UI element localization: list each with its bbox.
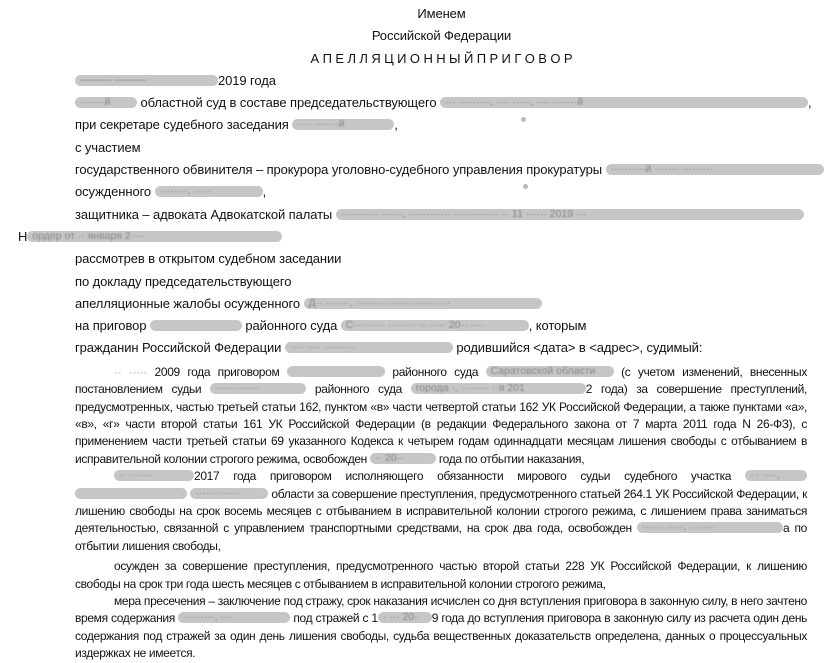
redaction-bar [606, 164, 824, 175]
redaction-faint-text: ··········й ······· ········· [610, 164, 714, 176]
redaction-bar [287, 366, 385, 377]
redaction-bar [75, 97, 137, 108]
redaction-bar [637, 522, 783, 533]
redaction-faint-text: ордер от ·· января 2···· [32, 230, 145, 242]
redaction-bar [370, 453, 436, 464]
redaction-bar [150, 320, 242, 331]
redaction-faint-text: ············· [195, 487, 241, 499]
redaction-faint-text: ·· ······· [119, 470, 154, 482]
redaction-bar [114, 470, 194, 481]
considered-line: рассмотрев в открытом судебном заседании [75, 251, 342, 267]
in-the-name-line: Именем [417, 6, 466, 21]
redaction-bar [411, 383, 586, 394]
redaction-bar [745, 470, 807, 481]
redaction-faint-text: ········, ····· [159, 186, 211, 198]
redaction-faint-text: ···· ···· ········· [289, 342, 356, 354]
redaction-faint-text: · ··· 20· [382, 612, 418, 624]
appellate-verdict-title: А П Е Л Л Я Ц И О Н Н Ы Й П Р И Г О В О Р [310, 50, 573, 66]
prior-conviction-2017-paragraph: ·· ······· 2017 года приговором исполняющего обязанности мирового судьи судебного участка · · ····, ············· области за совершение преступления, предусмотренного статьей 264.1 УК Российской Федерации, к лишению свободы на срок восемь месяцев с отбыванием в исправительной колонии строгого режима, с лишением права заниматься деятельностью, связанной с управлением транспортными средствами, на срок два года, освобожден ······ ·····, ······· а по отбытии лишения свободы, [75, 469, 808, 553]
redaction-faint-text: ——— ——— [80, 74, 146, 86]
redaction-bar [336, 209, 804, 220]
redaction-faint-text: Саратовской области [490, 365, 596, 377]
prior-conviction-2009-paragraph: ·· ····· 2009 года приговором районного суда Саратовской области (с учетом изменений, внесенных постановлением судьи ············· районного суда города ·, ········ ··я 201 2 года) за совершение преступлений, предусмотренных, частью третьей статьи 162, пунктом «в» части четвертой статьи 162 УК Российской Федерации, а также пунктами «а», «в», «г» части второй статьи 161 УК Российской Федерации (в редакции Федерального закона от 7 марта 2011 года N 26-ФЗ), с применением части третьей статьи 69 указанного Кодекса к четырем годам одиннадцати месяцам лишения свободы с отбыванием в исправительной колонии строгого режима, освобожден ·· 20·· года по отбытии наказания, [75, 364, 807, 466]
redaction-bar [486, 366, 614, 377]
redaction-faint-text: ··· ·········, ···· ·····, ···· ·······й [445, 97, 584, 109]
redaction-faint-text: ··········· ······, ············ ············· ·· 11 ······ 2019 ··· [340, 208, 587, 220]
redaction-faint-text: ······ ·····, ······· [642, 522, 714, 534]
court-composition-line: ·······й областной суд в составе председательствующего ··· ·········, ···· ·····, ···· ·······й , [75, 92, 808, 114]
order-line: Н ордер от ·· января 2···· [18, 226, 808, 248]
secretary-line: при секретаре судебного заседания ···· ·······й , [75, 117, 398, 133]
redaction-bar [304, 298, 542, 309]
redaction-bar [210, 383, 306, 394]
redaction-bar [440, 97, 808, 108]
redaction-bar [75, 488, 187, 499]
redaction-faint-text: ············· [215, 383, 261, 395]
appeal-complaints-line: апелляционные жалобы осужденного Д·· ·······, ··························· [75, 293, 808, 315]
redaction-faint-text: ·······й [80, 97, 111, 109]
redaction-faint-text: ···· ·······й [297, 119, 345, 131]
with-participation-line: с участием [75, 139, 141, 155]
redaction-bar [341, 320, 529, 331]
redaction-bar [292, 119, 394, 130]
redaction-faint-text: ·········, ··· [183, 612, 231, 624]
redaction-bar [27, 231, 282, 242]
on-verdict-line: на приговор районного суда С········· ········ ·· ····· 20·· ···· , которым [75, 318, 587, 334]
defender-line: защитника – адвоката Адвокатской палаты ··········· ······, ············ ············· ·· 11 ······ 2019 ··· [75, 204, 808, 226]
redaction-bar [75, 75, 218, 86]
redaction-faint-text: ·· 20·· [374, 452, 404, 464]
redaction-bar [155, 186, 263, 197]
citizen-line: гражданин Российской Федерации ···· ···· ········· родившийся <дата> в <адрес>, судимый: [75, 340, 703, 356]
russian-federation-line: Российской Федерации [371, 28, 512, 44]
redaction-bar [190, 488, 268, 499]
scan-artifact-dot [523, 184, 528, 189]
document-text [0, 3, 824, 663]
scan-artifact-dot [521, 117, 526, 122]
date-line: ——— ——— 2019 года [75, 70, 808, 92]
prosecutor-line: государственного обвинителя – прокурора уголовно-судебного управления прокуратуры ··········й ······· ········· [75, 159, 808, 181]
faint-redacted-text: ·· ····· [114, 364, 148, 379]
redaction-faint-text: · · ····, [750, 470, 780, 482]
convict-line: осужденного ········, ····· , [75, 184, 267, 200]
current-conviction-paragraph: осужден за совершение преступления, предусмотренного частью второй статьи 228 УК Российской Федерации, к лишению свободы на срок три года шесть месяцев с отбыванием в исправительной колонии строгого режима, [75, 559, 807, 591]
redaction-faint-text: Д·· ·······, ··························· [308, 297, 451, 309]
preventive-measure-paragraph: мера пресечения – заключение под стражу, срок наказания исчислен со дня вступления приговора в законную силу, в него зачтено время содержания ·········, ··· под стражей с 1 · ··· 20· 9 года до вступления приговора в законную силу из расчета один день содержания под стражей за один день лишения свободы, судьба вещественных доказательств определена, данных о процессуальных издержках не имеется. [75, 594, 807, 661]
redaction-faint-text: С········· ········ ·· ····· 20·· ···· [345, 320, 485, 332]
report-line: по докладу председательствующего [75, 273, 292, 289]
redaction-faint-text: города ·, ········ ··я 201 [415, 383, 525, 395]
redaction-bar [285, 342, 453, 353]
